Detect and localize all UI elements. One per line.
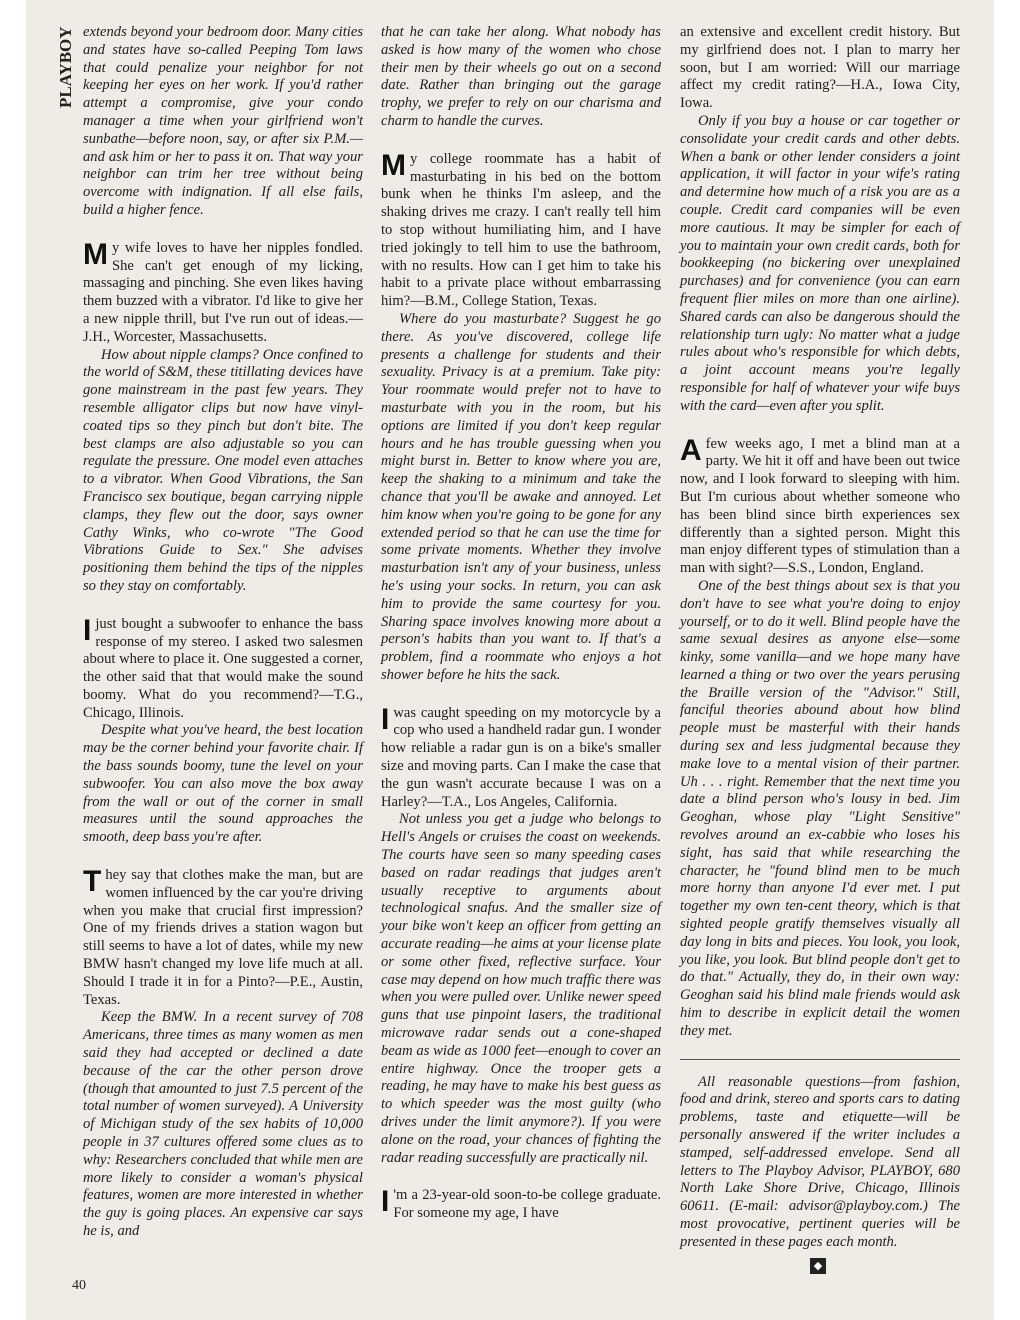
- question-credit: [381, 1187, 661, 1223]
- drop-cap: I: [381, 1185, 390, 1219]
- answer-continued: extends beyond your bedroom door. Many cities and states have so-called Peeping Tom laws that could penalize your neighbor for not keeping her eyes on her work. If you'd rather attempt a compromise, give your condo manager a time when your girlfriend won't sunbathe—before noon, say, or after six P.M.—and ask him or her to pass it on. That way your neighbor can trim her tree without being overcome with indignation. If all else fails, build a higher fence.: [83, 24, 363, 218]
- column-2: [381, 24, 661, 1223]
- drop-cap: I: [83, 613, 92, 647]
- drop-cap: M: [381, 148, 406, 182]
- answer-subwoofer: Despite what you've heard, the best location may be the corner behind your favorite chair. If the bass sounds boomy, tune the level on your subwoofer. You can also move the box away from the wall or out of the corner in small measures until the sound approaches the smooth, deep bass you're after.: [83, 722, 363, 846]
- question-text: was caught speeding on my motorcycle by a cop who used a handheld radar gun. I wonder how reliable a radar gun is on a bike's smaller size and moving parts. Can I make the case that the gun wasn't accurate because I was on a Harley?—T.A., Los Angeles, California.: [381, 704, 661, 810]
- question-text: y college roommate has a habit of masturbating in his bed on the bottom bunk when he thinks I'm asleep, and the shaking drives me crazy. I can't really tell him to stop without humiliating him, and I have tried jokingly to tell him to use the bathroom, with no results. How can I get him to take his habit to a private place without embarrassing him?—B.M., College Station, Texas.: [381, 150, 661, 310]
- column-3: [680, 24, 960, 1274]
- rabbit-head-icon: ◆: [810, 1258, 826, 1274]
- drop-cap: I: [381, 702, 390, 736]
- question-credit-continued: an extensive and excellent credit history. But my girlfriend does not. I plan to marry her soon, but I am worried: Will our marriage affect my credit rating?—H.A., Iowa City, Iowa.: [680, 24, 960, 112]
- question-subwoofer: [83, 613, 363, 723]
- question-roommate: [381, 148, 661, 311]
- answer-car: Keep the BMW. In a recent survey of 708 Americans, three times as many women as men said they had accepted or declined a date because of the car the other person drove (though that amounted to just 7.5 percent of the total number of women surveyed). A University of Michigan study of the sex habits of 10,000 people in 37 cultures offered some clues as to why: Researchers concluded that while men are more likely to consider a woman's physical features, women are more interested in whether the guy is going places. An expensive car says he is, and: [83, 1009, 363, 1239]
- drop-cap: T: [83, 865, 102, 899]
- answer-blind: One of the best things about sex is that you don't have to see what you're doing to enjoy yourself, or to do it well. Blind people have the same sexual desires as anyone else—some kinky, some vanilla—and we hope many have learned a thing or two over the years perusing the Braille version of the "Advisor." Still, fanciful theories abound about how blind people must be masterful with their hands during sex and less judgmental because they make love to a mental vision of their partner. Uh . . . right. Remember that the next time you date a blind person who's lousy in bed. Jim Geoghan, whose play "Light Sensitive" revolves around an ex-cabbie who loses his sight, has said that while researching the character, he "found blind men to be much more horny than anyone I'd ever met. I put together my own ten-cent theory, which is that sighted people gratify themselves visually all day long in bits and pieces. You look, you look, you like, you look. But blind people don't get to do that." Actually, they do, in their own way: Geoghan said his blind male friends would ask him to describe in explicit detail the women they met.: [680, 577, 960, 1039]
- question-text: hey say that clothes make the man, but are women influenced by the car you're driving when you make that crucial first impression? One of my friends drives a station wagon but still seems to have a lot of dates, while my new BMW hasn't changed my love life much at all. Should I trade it in for a Pinto?—P.E., Austin, Texas.: [83, 867, 363, 1008]
- column-1: [83, 24, 363, 1241]
- question-car: [83, 867, 363, 1009]
- answer-continued: that he can take her along. What nobody has asked is how many of the women who chose their men by their wheels go out on a second date. Rather than bringing out the garage trophy, we prefer to rely on our charisma and charm to handle the curves.: [381, 24, 661, 129]
- answer-radar: Not unless you get a judge who belongs to Hell's Angels or cruises the coast on weekends. The courts have seen so many speeding cases based on radar readings that judges aren't usually receptive to arguments about technological snafus. And the smaller size of your bike won't keep an officer from getting an accurate reading—he aims at your license plate or some other fixed, reflective surface. Your case may depend on how much traffic there was when you were pulled over. Unlike newer speed guns that use pinpoint lasers, the traditional microwave radar sends out a cone-shaped beam as wide as 1000 feet—enough to cover an entire highway. Once the trooper gets a reading, he may have to make his best guess as to which speeder was the most guilty (who drives under the limit anymore?). If you were alone on the road, your chances of fighting the radar reading successfully are practically nil.: [381, 811, 661, 1166]
- question-text: just bought a subwoofer to enhance the bass response of my stereo. I asked two salesmen about where to place it. One suggested a corner, the other said that that would make the sound boomy. What do you recommend?—T.G., Chicago, Illinois.: [83, 615, 363, 721]
- question-blind: [680, 433, 960, 578]
- section-divider: [680, 1059, 960, 1060]
- question-text: 'm a 23-year-old soon-to-be college graduate. For someone my age, I have: [393, 1187, 661, 1222]
- masthead-vertical: PLAYBOY: [56, 26, 75, 108]
- drop-cap: M: [83, 237, 108, 271]
- question-text: few weeks ago, I met a blind man at a party. We hit it off and have been out twice now, and I look forward to sleeping with him. But I'm curious about whether someone who has been blind since birth experiences sex differently than a sighted person. Might this man enjoy different types of stimulation than a man with sight?—S.S., London, England.: [680, 435, 960, 577]
- question-radar: [381, 702, 661, 812]
- question-nipples: [83, 237, 363, 347]
- answer-nipples: How about nipple clamps? Once confined to the world of S&M, these titillating devices have gone mainstream in the past few years. They resemble alligator clips but now have vinyl-coated tips so they pinch but don't bite. The best clamps are also adjustable so you can regulate the pressure. One model even attaches to a vibrator. When Good Vibrations, the San Francisco sex boutique, began carrying nipple clamps, they flew out the door, says owner Cathy Winks, who co-wrote "The Good Vibrations Guide to Sex." She advises positioning them behind the tips of the nipples so they stay on comfortably.: [83, 346, 363, 594]
- drop-cap: A: [680, 433, 702, 467]
- advisor-footer-note: All reasonable questions—from fashion, food and drink, stereo and sports cars to dating problems, taste and etiquette—will be personally answered if the writer includes a stamped, self-addressed envelope. Send all letters to The Playboy Advisor, PLAYBOY, 680 North Lake Shore Drive, Chicago, Illinois 60611. (E-mail: advisor@playboy.com.) The most provocative, pertinent queries will be presented in these pages each month.: [680, 1073, 960, 1250]
- question-text: y wife loves to have her nipples fondled. She can't get enough of my licking, massaging and pinching. She even likes having them buzzed with a vibrator. I'd like to give her a new nipple thrill, but I've run out of ideas.—J.H., Worcester, Massachusetts.: [83, 239, 363, 345]
- page-number: 40: [72, 1278, 86, 1293]
- answer-credit: Only if you buy a house or car together or consolidate your credit cards and other debts. When a bank or other lender considers a joint application, it will factor in your wife's rating and determine how much of a risk you are as a couple. Credit card companies will be even more cautious. It may be simpler for each of you to maintain your own credit cards, both for bookkeeping (no bickering over unexplained purchases) and for convenience (you can earn frequent flier miles on more than one airline). Shared cards can also be dangerous should the relationship turn ugly: No matter what a judge rules about who's responsible for which debts, a joint account means you're legally responsible for half of whatever your wife buys with the card—even after you split.: [680, 112, 960, 414]
- answer-roommate: Where do you masturbate? Suggest he go there. As you've discovered, college life presents a challenge for students and their sexuality. Privacy is at a premium. Take pity: Your roommate would prefer not to have to masturbate with you in the room, but his options are limited if you don't keep regular hours and he has trouble guessing when you might burst in. Better to know where you are, keep the shaking to a minimum and take the chance that you'll be awake and annoyed. Let him know when you're going to be gone for any extended period so that he can use the time for some private moments. Whether they involve masturbation isn't any of your business, unless he's using your socks. In return, you can ask him to provide the same courtesy for you. Sharing space involves knowing more about a person's habits than you want to. If that's a problem, find a roommate who enjoys a hot shower before he hits the sack.: [381, 310, 661, 683]
